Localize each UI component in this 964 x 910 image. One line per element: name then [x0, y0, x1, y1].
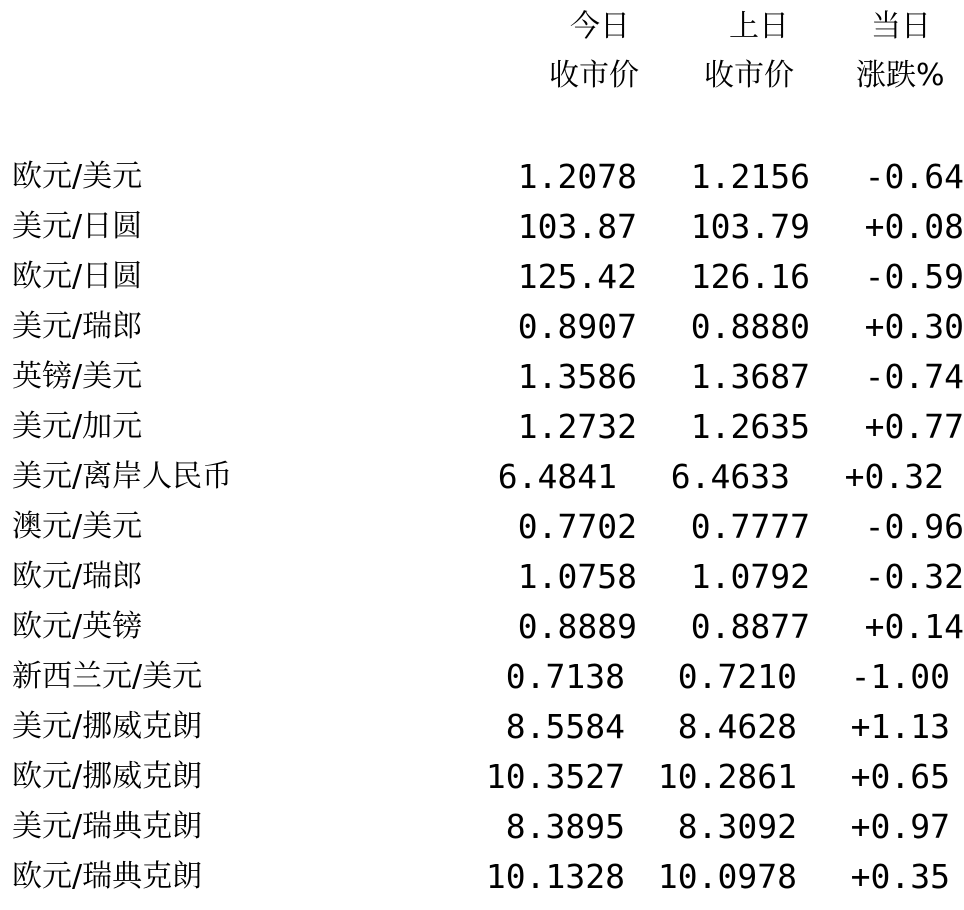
currency-pair: 欧元/挪威克朗 — [12, 759, 203, 794]
currency-pair: 欧元/瑞郎 — [12, 559, 143, 594]
today-close: 10.3527 — [485, 757, 625, 796]
today-close: 8.5584 — [505, 707, 625, 746]
table-row — [0, 857, 964, 910]
daily-change: -0.64 — [864, 157, 964, 196]
today-close: 0.7138 — [505, 657, 625, 696]
daily-change: +0.30 — [864, 307, 964, 346]
today-close: 125.42 — [517, 257, 637, 296]
daily-change: +0.32 — [844, 457, 944, 496]
table-row — [0, 407, 964, 460]
header-prev-line1: 上日 — [729, 9, 789, 44]
today-close: 1.2078 — [517, 157, 637, 196]
table-row — [0, 457, 964, 510]
currency-pair: 美元/瑞典克朗 — [12, 809, 203, 844]
table-row — [0, 307, 964, 360]
currency-pair: 欧元/瑞典克朗 — [12, 859, 203, 894]
currency-pair: 美元/瑞郎 — [12, 309, 143, 344]
daily-change: +0.97 — [850, 807, 950, 846]
table-row — [0, 357, 964, 410]
prev-close: 8.3092 — [677, 807, 797, 846]
header-prev-line2: 收市价 — [704, 58, 794, 93]
table-row — [0, 807, 964, 860]
table-row — [0, 657, 964, 710]
currency-pair: 欧元/日圆 — [12, 259, 143, 294]
today-close: 1.2732 — [517, 407, 637, 446]
table-row — [0, 757, 964, 810]
table-row — [0, 507, 964, 560]
daily-change: +0.08 — [864, 207, 964, 246]
daily-change: -0.32 — [864, 557, 964, 596]
table-row — [0, 707, 964, 760]
header-today-line2: 收市价 — [549, 58, 639, 93]
currency-pair: 英镑/美元 — [12, 359, 143, 394]
today-close: 10.1328 — [485, 857, 625, 896]
prev-close: 6.4633 — [670, 457, 790, 496]
currency-pair: 美元/日圆 — [12, 209, 143, 244]
prev-close: 10.2861 — [657, 757, 797, 796]
prev-close: 0.8877 — [690, 607, 810, 646]
prev-close: 10.0978 — [657, 857, 797, 896]
table-row — [0, 207, 964, 260]
currency-pair: 澳元/美元 — [12, 509, 143, 544]
today-close: 0.8907 — [517, 307, 637, 346]
today-close: 103.87 — [517, 207, 637, 246]
header-change-line1: 当日 — [871, 9, 931, 44]
today-close: 6.4841 — [497, 457, 617, 496]
prev-close: 1.2635 — [690, 407, 810, 446]
table-row — [0, 157, 964, 210]
daily-change: -0.96 — [864, 507, 964, 546]
prev-close: 1.0792 — [690, 557, 810, 596]
prev-close: 0.7210 — [677, 657, 797, 696]
prev-close: 1.3687 — [690, 357, 810, 396]
prev-close: 126.16 — [690, 257, 810, 296]
prev-close: 8.4628 — [677, 707, 797, 746]
prev-close: 0.7777 — [690, 507, 810, 546]
today-close: 8.3895 — [505, 807, 625, 846]
table-row — [0, 557, 964, 610]
today-close: 0.7702 — [517, 507, 637, 546]
currency-pair: 欧元/美元 — [12, 159, 143, 194]
daily-change: +1.13 — [850, 707, 950, 746]
daily-change: -1.00 — [850, 657, 950, 696]
table-row — [0, 257, 964, 310]
daily-change: +0.65 — [850, 757, 950, 796]
prev-close: 1.2156 — [690, 157, 810, 196]
header-today-line1: 今日 — [570, 9, 630, 44]
daily-change: -0.74 — [864, 357, 964, 396]
currency-pair: 美元/挪威克朗 — [12, 709, 203, 744]
currency-pair: 欧元/英镑 — [12, 609, 143, 644]
daily-change: +0.35 — [850, 857, 950, 896]
currency-pair: 新西兰元/美元 — [12, 659, 203, 694]
today-close: 0.8889 — [517, 607, 637, 646]
header-change-line2: 涨跌% — [856, 58, 945, 93]
today-close: 1.3586 — [517, 357, 637, 396]
today-close: 1.0758 — [517, 557, 637, 596]
currency-pair: 美元/离岸人民币 — [12, 459, 233, 494]
prev-close: 103.79 — [690, 207, 810, 246]
prev-close: 0.8880 — [690, 307, 810, 346]
daily-change: +0.14 — [864, 607, 964, 646]
currency-pair: 美元/加元 — [12, 409, 143, 444]
daily-change: -0.59 — [864, 257, 964, 296]
table-row — [0, 607, 964, 660]
daily-change: +0.77 — [864, 407, 964, 446]
